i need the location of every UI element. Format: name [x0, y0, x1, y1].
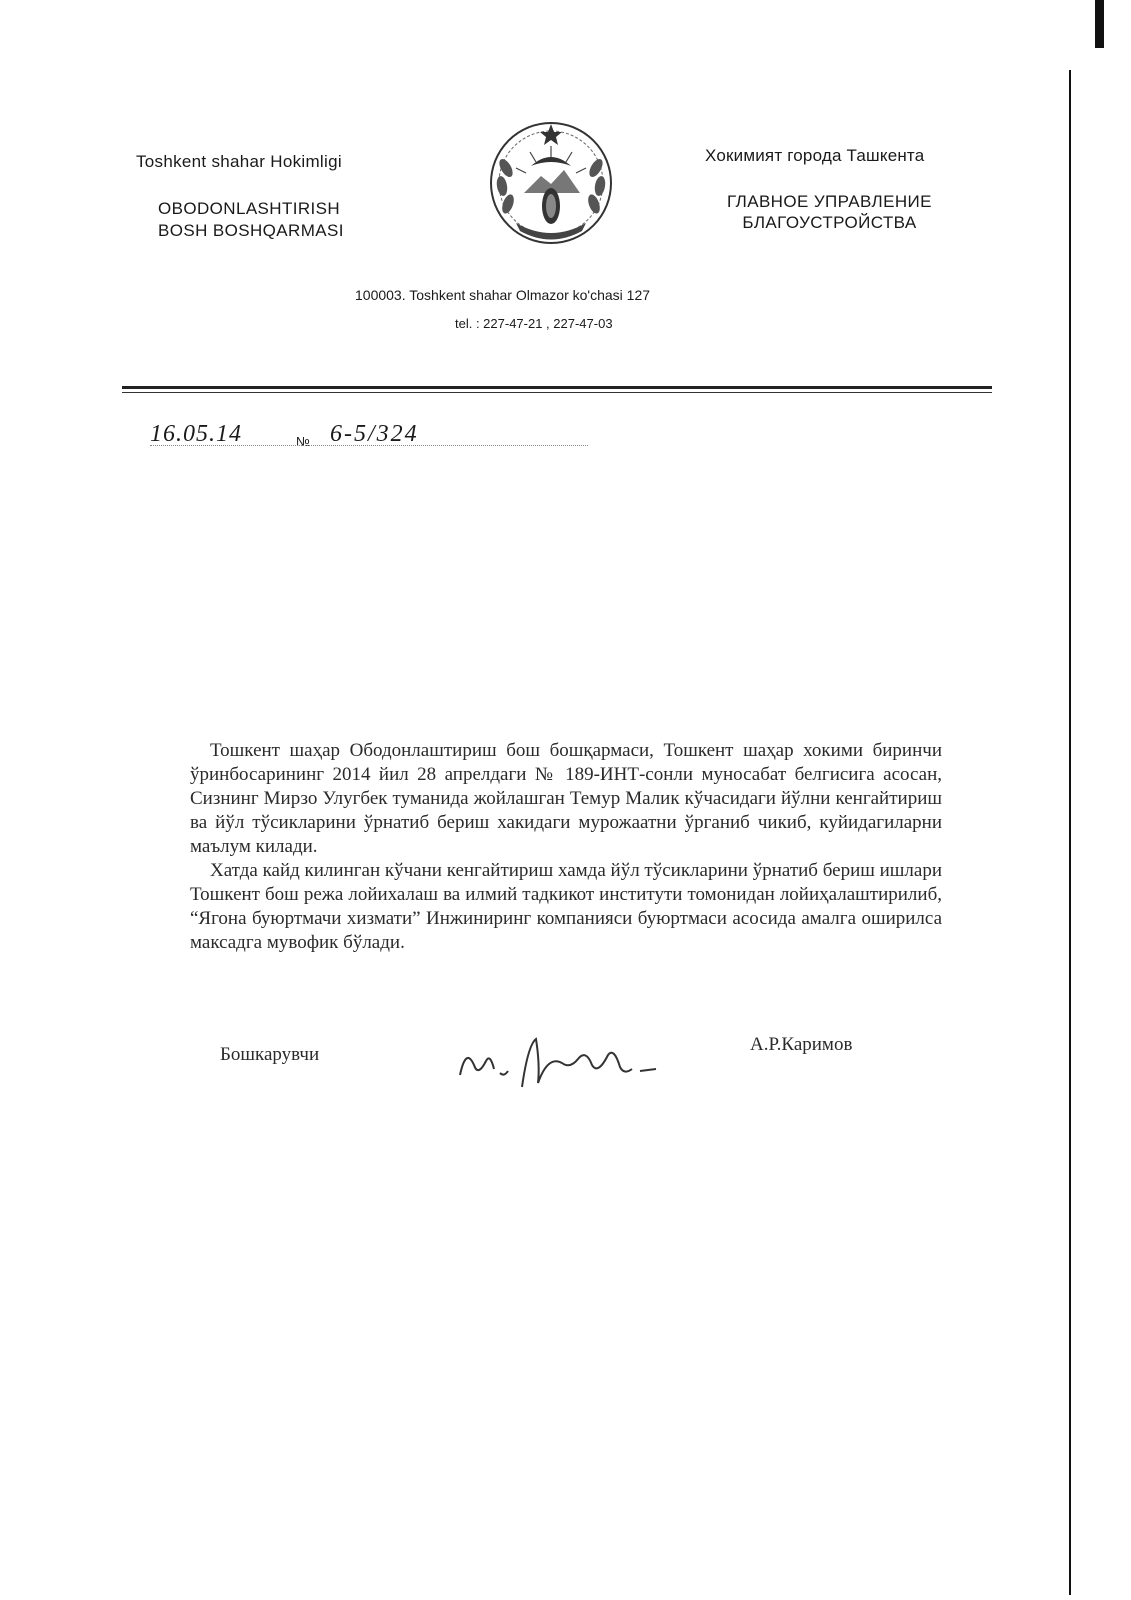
- department-latin-line1: OBODONLASHTIRISH: [158, 199, 341, 218]
- letterhead-authority-cyrillic: Хокимият города Ташкента: [705, 146, 925, 165]
- letter-body: [190, 739, 942, 955]
- scan-margin-line: [1069, 70, 1071, 1595]
- letterhead-department-cyrillic: [727, 191, 932, 233]
- department-cyrillic-line1: ГЛАВНОЕ УПРАВЛЕНИЕ: [727, 192, 932, 211]
- letterhead-department-latin: [158, 198, 344, 242]
- letter-paragraph-2: Хатда кайд килинган кўчани кенгайтириш хамда йўл тўсикларини ўрнатиб бериш ишлари Тошкент бош режа лойихалаш ва илмий тадкикот институти томонидан лойиҳалаштирилиб, “Ягона буюртмачи хизмати” Инжиниринг компанияси буюртмаси асосида амалга оширилса максадга мувофик бўлади.: [190, 860, 943, 953]
- letterhead-divider-thick: [122, 386, 992, 389]
- registration-underline: [150, 445, 588, 446]
- letterhead-phones: tel. : 227-47-21 , 227-47-03: [455, 316, 613, 331]
- registration-date: 16.05.14: [150, 421, 242, 447]
- registration-number: 6-5/324: [330, 421, 419, 447]
- signatory-name: А.Р.Каримов: [750, 1034, 853, 1055]
- handwritten-signature-icon: [452, 1025, 677, 1100]
- department-latin-line2: BOSH BOSHQARMASI: [158, 221, 344, 240]
- letter-paragraph-1: Тошкент шаҳар Ободонлаштириш бош бошқармаси, Тошкент шаҳар хокими биринчи ўринбосарининг 2014 йил 28 апрелдаги № 189-ИНТ-сонли муносабат белгисига асосан, Сизнинг Мирзо Улугбек туманида жойлашган Темур Малик кўчасидаги йўлни кенгайтириш ва йўл тўсикларини ўрнатиб бериш хакидаги мурожаатни ўрганиб чикиб, куйидагиларни маълум килади.: [190, 740, 942, 857]
- signatory-role: Бошкарувчи: [220, 1044, 320, 1065]
- letterhead-divider-thin: [122, 392, 992, 393]
- registration-number-sign: №: [296, 434, 310, 449]
- department-cyrillic-line2: БЛАГОУСТРОЙСТВА: [742, 213, 917, 232]
- coat-of-arms-icon: [486, 118, 616, 248]
- letterhead-address: 100003. Toshkent shahar Olmazor ko'chasi 127: [355, 287, 651, 303]
- scan-edge-mark: [1095, 0, 1104, 48]
- letterhead-authority-latin: Toshkent shahar Hokimligi: [136, 152, 342, 171]
